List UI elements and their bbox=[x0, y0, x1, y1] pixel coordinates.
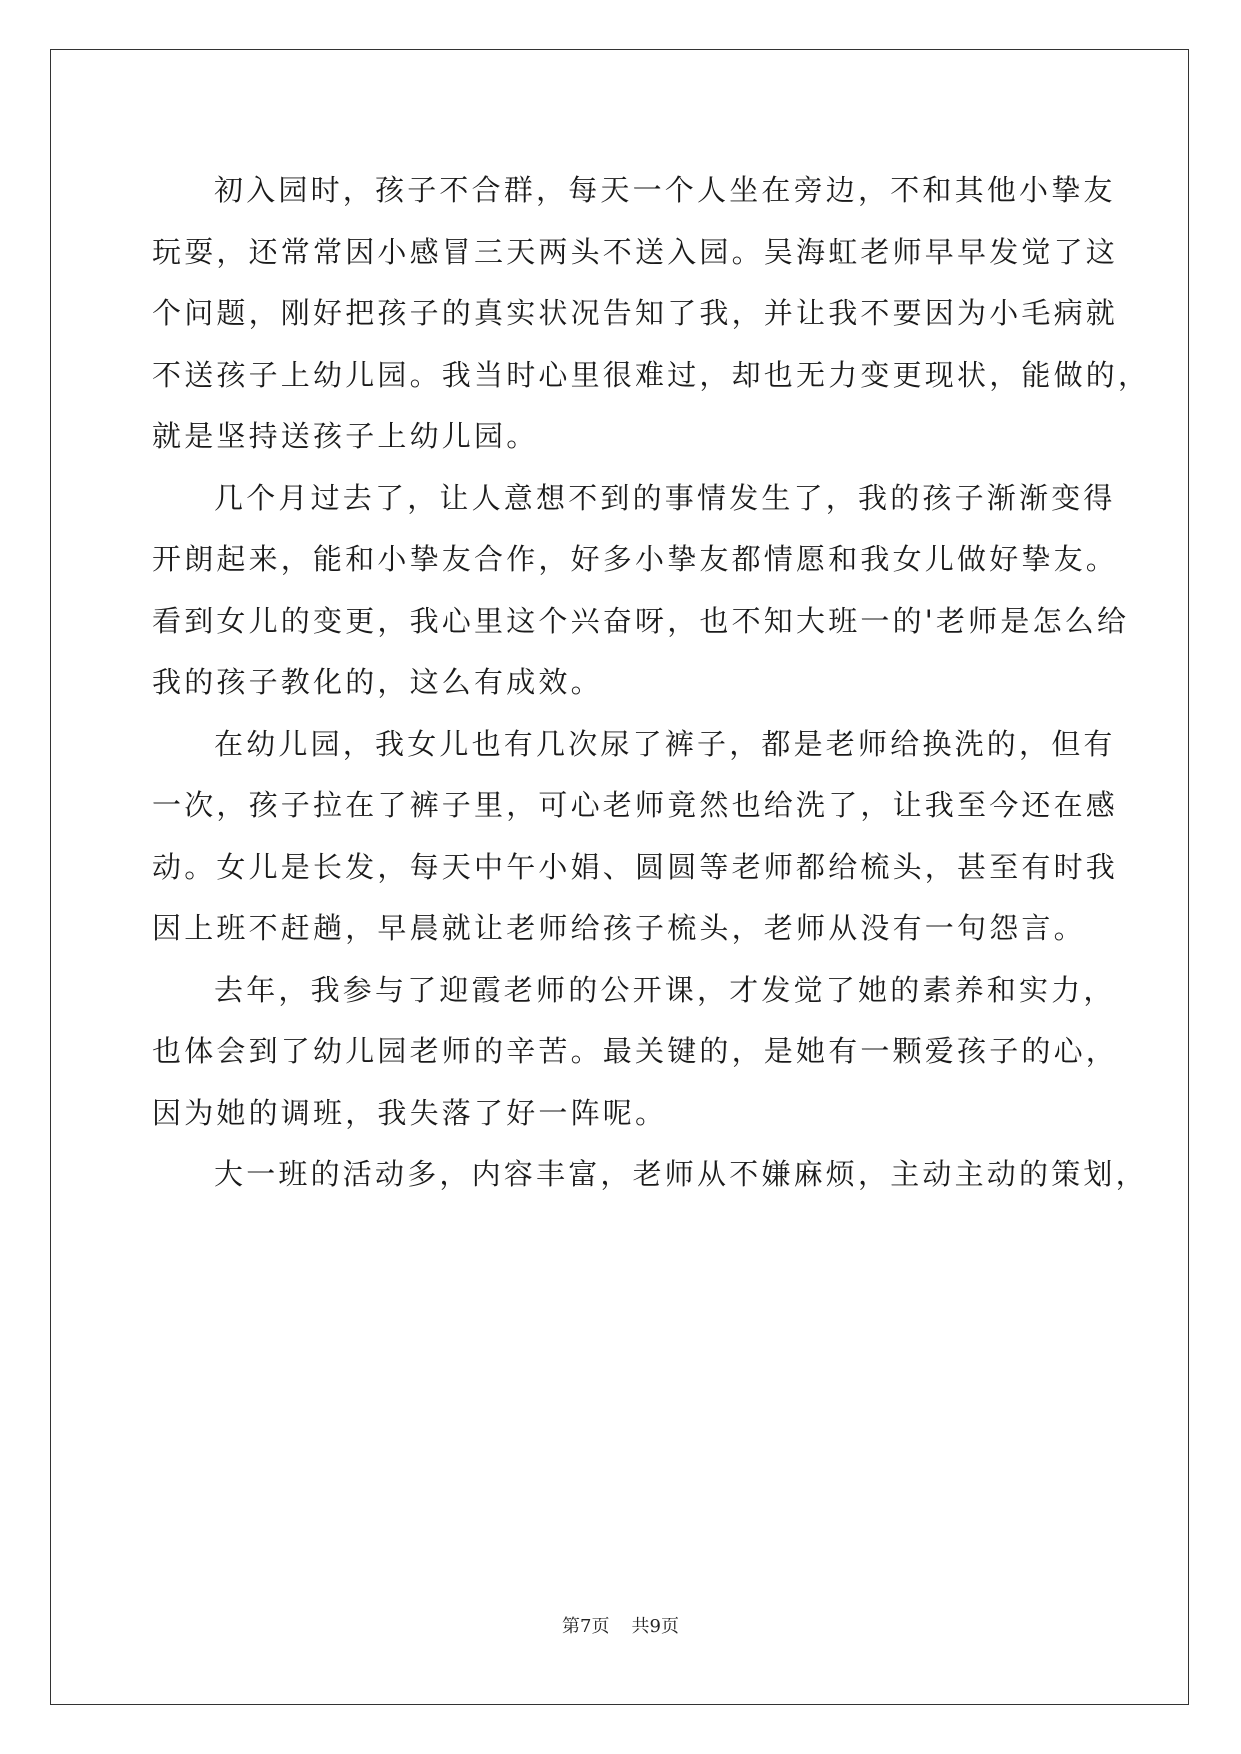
current-page-label: 第7页 bbox=[562, 1616, 610, 1637]
text-line: 去年，我参与了迎霞老师的公开课，才发觉了她的素养和实力， bbox=[214, 972, 1116, 1007]
text-line: 动。女儿是长发，每天中午小娟、圆圆等老师都给梳头，甚至有时我 bbox=[152, 849, 1119, 884]
text-line: 也体会到了幼儿园老师的辛苦。最关键的，是她有一颗爱孩子的心， bbox=[152, 1034, 1119, 1068]
text-line: 我的孩子教化的，这么有成效。 bbox=[152, 665, 603, 699]
text-line: 就是坚持送孩子上幼儿园。 bbox=[152, 419, 539, 453]
text-line: 大一班的活动多，内容丰富，老师从不嫌麻烦，主动主动的策划， bbox=[214, 1157, 1148, 1191]
text-line: 初入园时，孩子不合群，每天一个人坐在旁边，不和其他小挚友 bbox=[214, 173, 1116, 207]
text-line: 不送孩子上幼儿园。我当时心里很难过，却也无力变更现状，能做的， bbox=[152, 357, 1151, 392]
document-body bbox=[152, 160, 1151, 1206]
text-line: 在幼儿园，我女儿也有几次尿了裤子，都是老师给换洗的，但有 bbox=[214, 726, 1116, 761]
text-line: 几个月过去了，让人意想不到的事情发生了，我的孩子渐渐变得 bbox=[214, 480, 1116, 515]
text-line: 看到女儿的变更，我心里这个兴奋呀，也不知大班一的'老师是怎么给 bbox=[152, 603, 1130, 638]
text-line: 一次，孩子拉在了裤子里，可心老师竟然也给洗了，让我至今还在感 bbox=[152, 788, 1119, 822]
page-footer bbox=[0, 1612, 1241, 1638]
total-pages-label: 共9页 bbox=[631, 1616, 679, 1637]
text-line: 开朗起来，能和小挚友合作，好多小挚友都情愿和我女儿做好挚友。 bbox=[152, 542, 1119, 576]
text-line: 玩耍，还常常因小感冒三天两头不送入园。吴海虹老师早早发觉了这 bbox=[152, 234, 1119, 269]
text-line: 因上班不赶趟，早晨就让老师给孩子梳头，老师从没有一句怨言。 bbox=[152, 911, 1086, 945]
text-line: 因为她的调班，我失落了好一阵呢。 bbox=[152, 1095, 668, 1130]
text-line: 个问题，刚好把孩子的真实状况告知了我，并让我不要因为小毛病就 bbox=[152, 296, 1119, 330]
